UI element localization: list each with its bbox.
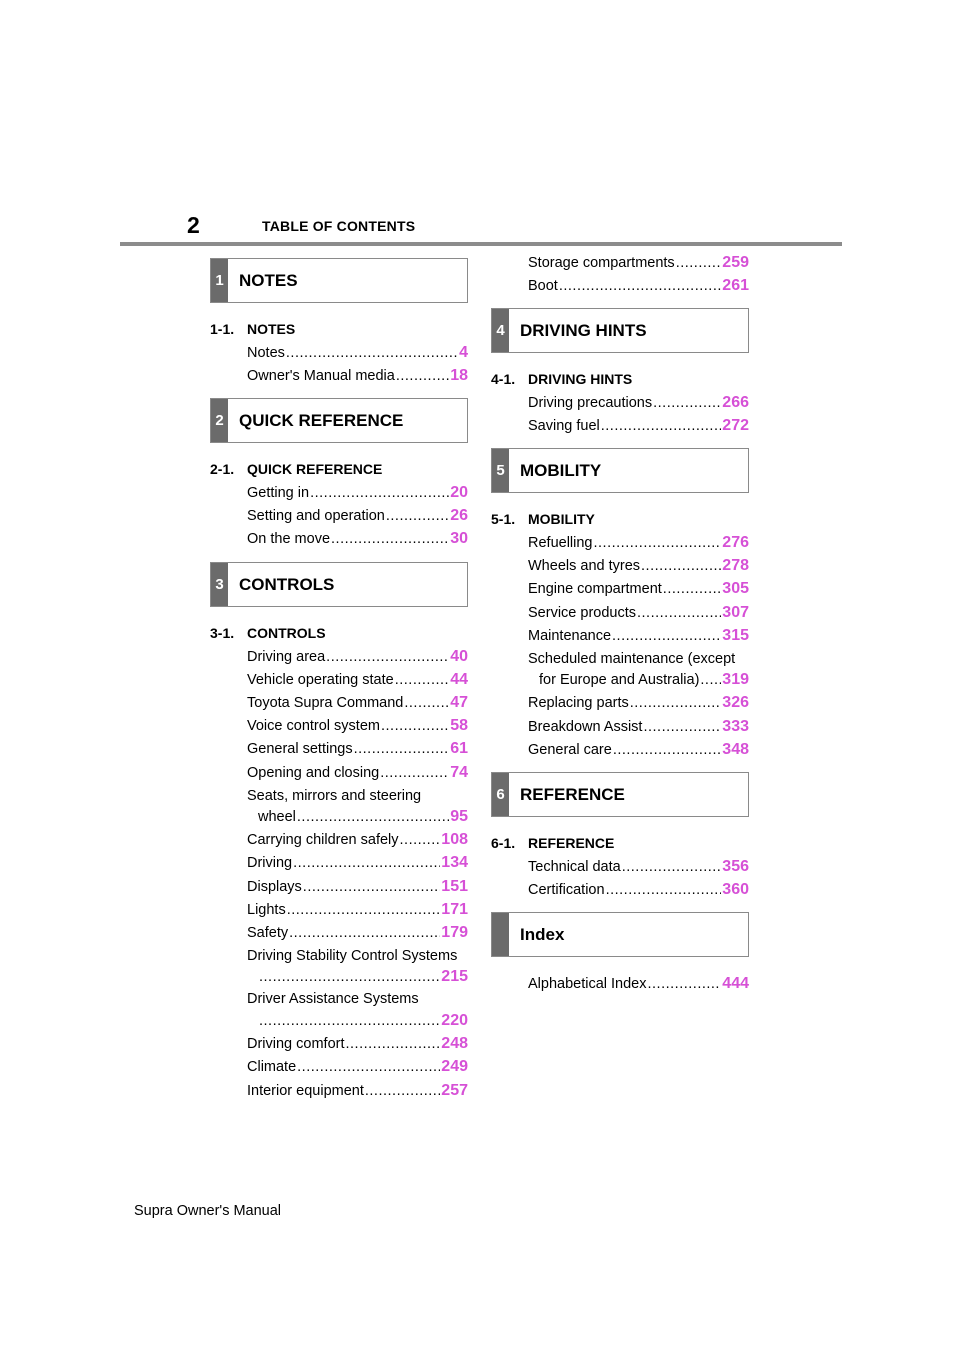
- toc-entry-boot[interactable]: Boot ..... 261: [528, 277, 749, 297]
- toc-entry-driving-precautions[interactable]: Driving precautions ..... 266: [528, 394, 749, 414]
- page-link: 356: [722, 858, 749, 875]
- toc-entry-service-products[interactable]: Service products ..... 307: [528, 604, 749, 624]
- toc-entry-replacing-parts[interactable]: Replacing parts ..... 326: [528, 694, 749, 714]
- page-link: 20: [450, 484, 468, 501]
- toc-entry-scheduled-maintenance-line1[interactable]: Scheduled maintenance (except: [528, 651, 736, 667]
- page-footer: Supra Owner's Manual: [134, 1203, 282, 1219]
- page-link: 220: [441, 1012, 468, 1029]
- toc-entry-storage-compartments[interactable]: Storage compartments ..... 259: [528, 254, 749, 274]
- section-index-marker: [492, 913, 509, 956]
- page-link: 151: [441, 878, 468, 895]
- toc-entry-engine-compartment[interactable]: Engine compartment ..... 305: [528, 580, 749, 600]
- toc-entry-wheels-and-tyres[interactable]: Wheels and tyres ..... 278: [528, 557, 749, 577]
- toc-entry-owners-manual-media[interactable]: Owner's Manual media ..... 18: [247, 367, 468, 387]
- toc-entry-climate[interactable]: Climate ..... 249: [247, 1058, 468, 1078]
- page-link: 272: [722, 417, 749, 434]
- page-link: 179: [441, 924, 468, 941]
- page-link: 61: [450, 740, 468, 757]
- section-3-title: CONTROLS: [239, 574, 335, 594]
- toc-entry-notes[interactable]: Notes ..... 4: [247, 344, 468, 364]
- page-link: 95: [450, 808, 468, 825]
- page-link: 278: [722, 557, 749, 574]
- section-1-title: NOTES: [239, 270, 298, 290]
- toc-entry-driving-stability-control[interactable]: [258, 968, 468, 988]
- toc-entry-technical-data[interactable]: Technical data ..... 356: [528, 858, 749, 878]
- toc-entry-seats-mirrors-steering[interactable]: wheel ..... 95: [258, 808, 468, 828]
- toc-entry-carrying-children-safely[interactable]: Carrying children safely ..... 108: [247, 831, 468, 851]
- page-link: 26: [450, 507, 468, 524]
- page-link: 444: [722, 975, 749, 992]
- section-2-title: QUICK REFERENCE: [239, 410, 404, 430]
- page-link: 276: [722, 534, 749, 551]
- page-link: 326: [722, 694, 749, 711]
- toc-entry-voice-control-system[interactable]: Voice control system ..... 58: [247, 717, 468, 737]
- toc-entry-certification[interactable]: Certification ..... 360: [528, 881, 749, 901]
- toc-entry-toyota-supra-command[interactable]: Toyota Supra Command ..... 47: [247, 694, 468, 714]
- toc-entry-dsc-line1[interactable]: Driving Stability Control Systems: [247, 948, 458, 964]
- toc-entry-safety[interactable]: Safety ..... 179: [247, 924, 468, 944]
- toc-entry-driving-comfort[interactable]: Driving comfort ..... 248: [247, 1035, 468, 1055]
- toc-entry-seats-line1[interactable]: Seats, mirrors and steering: [247, 788, 422, 804]
- subsection-4-1-heading: 4-1. DRIVING HINTS: [491, 371, 633, 387]
- toc-entry-opening-and-closing[interactable]: Opening and closing ..... 74: [247, 764, 468, 784]
- section-5-box[interactable]: [491, 448, 749, 493]
- page-link: 257: [441, 1082, 468, 1099]
- page-link: 348: [722, 741, 749, 758]
- toc-entry-getting-in[interactable]: Getting in ..... 20: [247, 484, 468, 504]
- toc-entry-das-line1[interactable]: Driver Assistance Systems: [247, 991, 419, 1007]
- toc-entry-lights[interactable]: Lights ..... 171: [247, 901, 468, 921]
- section-3-box[interactable]: [210, 562, 468, 607]
- section-5-number: 5: [492, 449, 509, 492]
- toc-entry-saving-fuel[interactable]: Saving fuel ..... 272: [528, 417, 749, 437]
- section-6-number: 6: [492, 773, 509, 816]
- section-2-box[interactable]: [210, 398, 468, 443]
- page-link: 30: [450, 530, 468, 547]
- page-link: 249: [441, 1058, 468, 1075]
- toc-entry-general-settings[interactable]: General settings ..... 61: [247, 740, 468, 760]
- toc-entry-vehicle-operating-state[interactable]: Vehicle operating state ..... 44: [247, 671, 468, 691]
- toc-entry-scheduled-maintenance[interactable]: for Europe and Australia) ..... 319: [539, 671, 749, 691]
- section-1-number: 1: [211, 259, 228, 302]
- section-3-number: 3: [211, 563, 228, 606]
- page-link: 307: [722, 604, 749, 621]
- page-link: 248: [441, 1035, 468, 1052]
- section-4-number: 4: [492, 309, 509, 352]
- subsection-6-1-heading: 6-1. REFERENCE: [491, 835, 615, 851]
- section-1-box[interactable]: [210, 258, 468, 303]
- toc-entry-driving[interactable]: Driving ..... 134: [247, 854, 468, 874]
- toc-entry-setting-and-operation[interactable]: Setting and operation ..... 26: [247, 507, 468, 527]
- page-link: 44: [450, 671, 468, 688]
- toc-entry-driving-area[interactable]: Driving area ..... 40: [247, 648, 468, 668]
- section-index-box[interactable]: [491, 912, 749, 957]
- page-link: 266: [722, 394, 749, 411]
- page-link: 108: [441, 831, 468, 848]
- section-4-box[interactable]: [491, 308, 749, 353]
- page-link: 74: [450, 764, 468, 781]
- toc-entry-interior-equipment[interactable]: Interior equipment ..... 257: [247, 1082, 468, 1102]
- header-rule: [120, 242, 842, 246]
- page-link: 40: [450, 648, 468, 665]
- subsection-2-1-heading: 2-1. QUICK REFERENCE: [210, 461, 383, 477]
- subsection-5-1-heading: 5-1. MOBILITY: [491, 511, 595, 527]
- page-link: 171: [441, 901, 468, 918]
- toc-entry-refuelling[interactable]: Refuelling ..... 276: [528, 534, 749, 554]
- toc-entry-driver-assistance-systems[interactable]: [258, 1012, 468, 1032]
- page-link: 4: [459, 344, 468, 361]
- section-4-title: DRIVING HINTS: [520, 320, 647, 340]
- page-link: 58: [450, 717, 468, 734]
- page-link: 305: [722, 580, 749, 597]
- page-link: 47: [450, 694, 468, 711]
- toc-entry-displays[interactable]: Displays ..... 151: [247, 878, 468, 898]
- section-6-title: REFERENCE: [520, 784, 625, 804]
- toc-entry-on-the-move[interactable]: On the move ..... 30: [247, 530, 468, 550]
- section-6-box[interactable]: [491, 772, 749, 817]
- toc-entry-alphabetical-index[interactable]: Alphabetical Index ..... 444: [528, 975, 749, 995]
- toc-entry-general-care[interactable]: General care ..... 348: [528, 741, 749, 761]
- page-number: 2: [187, 212, 200, 238]
- subsection-1-1-heading: 1-1. NOTES: [210, 321, 296, 337]
- page-link: 18: [450, 367, 468, 384]
- subsection-3-1-heading: 3-1. CONTROLS: [210, 625, 326, 641]
- page-link: 315: [722, 627, 749, 644]
- page-link: 261: [722, 277, 749, 294]
- page-link: 333: [722, 718, 749, 735]
- page-link: 259: [722, 254, 749, 271]
- toc-entry-maintenance[interactable]: Maintenance ..... 315: [528, 627, 749, 647]
- page-link: 319: [722, 671, 749, 688]
- page-link: 215: [441, 968, 468, 985]
- section-2-number: 2: [211, 399, 228, 442]
- toc-entry-breakdown-assist[interactable]: Breakdown Assist ..... 333: [528, 718, 749, 738]
- section-5-title: MOBILITY: [520, 460, 602, 480]
- section-index-title: Index: [520, 924, 565, 944]
- page-link: 360: [722, 881, 749, 898]
- page-header-title: TABLE OF CONTENTS: [262, 218, 416, 234]
- page-link: 134: [441, 854, 468, 871]
